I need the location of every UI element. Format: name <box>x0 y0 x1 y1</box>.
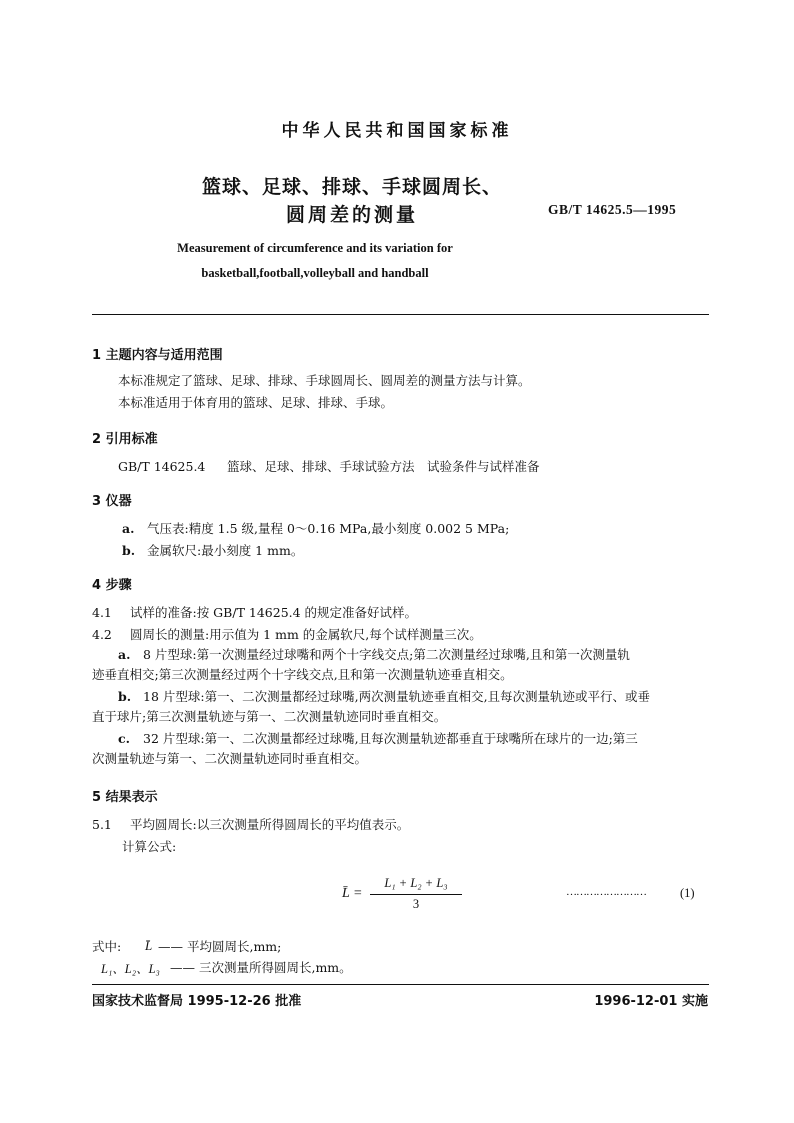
section-3-heading: 3 仪器 <box>92 494 132 509</box>
section-2-heading: 2 引用标准 <box>92 432 158 447</box>
clause-5-1-number: 5.1 <box>92 817 112 832</box>
step-c-line-2: 次测量轨迹与第一、二次测量轨迹同时垂直相交。 <box>92 751 368 766</box>
title-cn-line1: 篮球、足球、排球、手球圆周长、 <box>201 176 502 198</box>
section-1-heading: 1 主题内容与适用范围 <box>92 348 223 363</box>
standard-code: GB/T 14625.5—1995 <box>548 202 677 217</box>
section-4-heading: 4 步骤 <box>92 578 132 593</box>
step-b-label: b. <box>118 689 132 704</box>
step-b-line-1: 18 片型球:第一、二次测量都经过球嘴,两次测量轨迹垂直相交,且每次测量轨迹或平行、或垂 <box>143 689 651 704</box>
formula-lhs: L̄ = <box>342 886 363 901</box>
step-a-line-1: 8 片型球:第一次测量经过球嘴和两个十字线交点;第二次测量经过球嘴,且和第一次测量轨 <box>143 647 630 662</box>
title-en-line1: Measurement of circumference and its variation for <box>177 241 453 255</box>
definition-2-symbol: L₁、L₂、L₃ <box>101 962 160 976</box>
reference-code: GB/T 14625.4 <box>118 459 206 474</box>
formula-intro: 计算公式: <box>122 839 177 854</box>
title-en-line2: basketball,football,volleyball and handball <box>201 266 429 280</box>
definition-2-text: —— 三次测量所得圆周长,mm。 <box>170 960 352 975</box>
title-cn-line2: 圆周差的测量 <box>285 204 418 226</box>
clause-4-2-text: 圆周长的测量:用示值为 1 mm 的金属软尺,每个试样测量三次。 <box>130 627 482 642</box>
formula-leader-dots: …………………… <box>566 886 646 898</box>
clause-4-2-number: 4.2 <box>92 627 112 642</box>
clause-5-1-text: 平均圆周长:以三次测量所得圆周长的平均值表示。 <box>130 817 410 832</box>
formula-numerator: L₁ + L₂ + L₃ <box>384 876 448 890</box>
clause-4-1-text: 试样的准备:按 GB/T 14625.4 的规定准备好试样。 <box>130 605 418 620</box>
clause-4-1-number: 4.1 <box>92 605 112 620</box>
effective-date: 1996-12-01 实施 <box>594 994 708 1009</box>
step-c-line-1: 32 片型球:第一、二次测量都经过球嘴,且每次测量轨迹都垂直于球嘴所在球片的一边;第三 <box>143 731 638 746</box>
section-1-paragraph-2: 本标准适用于体育用的篮球、足球、排球、手球。 <box>118 395 394 410</box>
national-standard-heading: 中华人民共和国国家标准 <box>281 121 513 141</box>
step-c-label: c. <box>118 731 130 746</box>
instrument-a-text: 气压表:精度 1.5 级,量程 0～0.16 MPa,最小刻度 0.002 5 MPa; <box>147 521 510 536</box>
definition-1-text: —— 平均圆周长,mm; <box>158 939 282 954</box>
instrument-a-label: a. <box>122 521 135 536</box>
formula-denominator: 3 <box>412 897 420 911</box>
section-1-paragraph-1: 本标准规定了篮球、足球、排球、手球圆周长、圆周差的测量方法与计算。 <box>118 373 531 388</box>
step-b-line-2: 直于球片;第三次测量轨迹与第一、二次测量轨迹同时垂直相交。 <box>92 709 447 724</box>
reference-title: 篮球、足球、排球、手球试验方法 试验条件与试样准备 <box>227 459 540 474</box>
instrument-b-text: 金属软尺:最小刻度 1 mm。 <box>147 543 304 558</box>
approval-line: 国家技术监督局 1995-12-26 批准 <box>92 994 302 1009</box>
formula-fraction-bar <box>370 894 462 895</box>
step-a-line-2: 迹垂直相交;第三次测量经过两个十字线交点,且和第一次测量轨迹垂直相交。 <box>92 667 513 682</box>
instrument-b-label: b. <box>122 543 136 558</box>
formula-number: (1) <box>680 886 695 900</box>
footer-divider <box>92 984 709 985</box>
header-divider <box>92 314 709 315</box>
definition-1-symbol: L̄ <box>145 938 153 953</box>
where-label: 式中: <box>92 939 122 954</box>
step-a-label: a. <box>118 647 131 662</box>
section-5-heading: 5 结果表示 <box>92 790 158 805</box>
